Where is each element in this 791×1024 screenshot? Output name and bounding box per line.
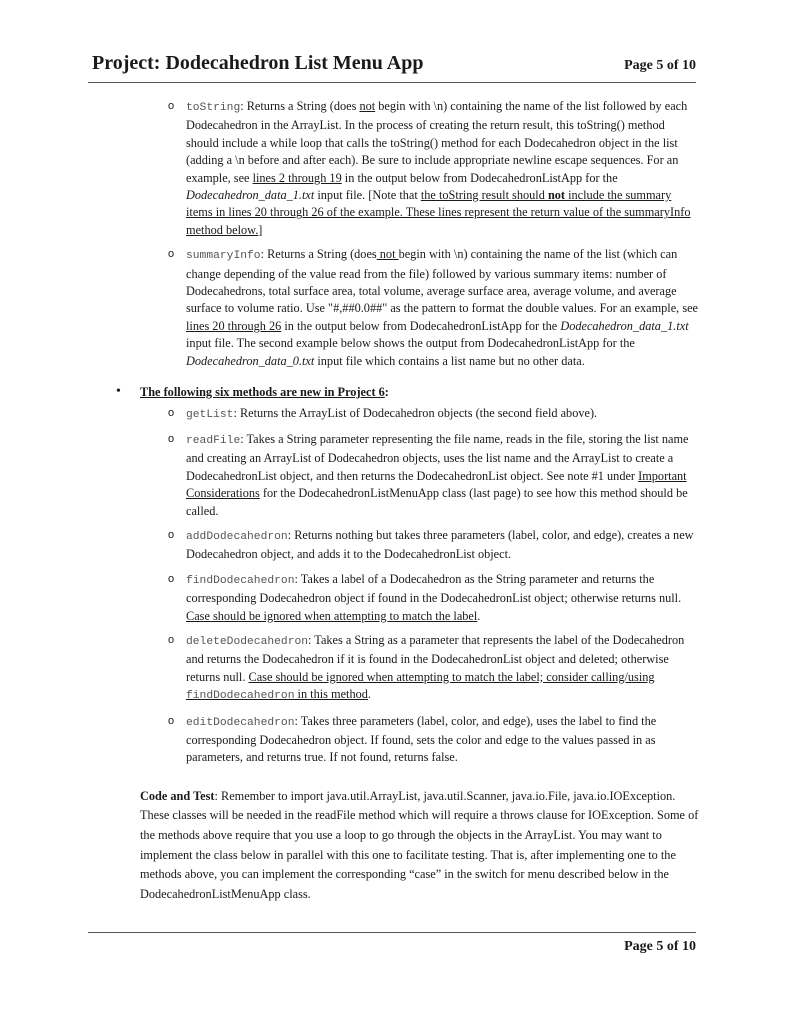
important-considerations-reference: Important Considerations [186,468,687,501]
method-deletedodecahedron: o deleteDodecahedron: Takes a String as a parameter that represents the label of the Dodecahedron and returns the Dodecahedron if it is found in the DodecahedronList object and deleted; otherwise returns null. Case should be ignored when attempting to match the label; consider calling/using findDodecahedron in this method. [110,632,700,706]
method-name-tostring: toString [186,102,241,114]
method-name-readfile: readFile [186,434,241,447]
method-getlist: o getList: Returns the ArrayList of Dodecahedron objects (the second field above). [110,405,700,424]
method-name-editdodecahedron: editDodecahedron [186,716,295,729]
note-underlined: the toString result should not include the summary items in lines 20 through 26 of the example. These lines represent the return value of the summaryInfo method below. [186,188,691,237]
method-finddodecahedron: o findDodecahedron: Takes a label of a Dodecahedron as the String parameter and returns the corresponding Dodecahedron object if found in the DodecahedronList object; otherwise returns null. Case should be ignored when attempting to match the label. [110,571,700,625]
header-page-number: Page 5 of 10 [624,58,696,73]
lines-reference: lines 20 through 26 [186,318,282,333]
file-name: Dodecahedron_data_1.txt [186,188,315,203]
method-editdodecahedron: o editDodecahedron: Takes three parameters (label, color, and edge), uses the label to find the corresponding Dodecahedron object. If found, sets the color and edge to the values passed in as parameters, and returns true. If not found, returns false. [110,713,700,767]
lines-reference: lines 2 through 19 [252,170,342,185]
new-methods-list [110,405,700,767]
page-header [88,52,696,83]
footer-page-number: Page 5 of 10 [624,939,696,954]
method-summaryinfo: o summaryInfo: Returns a String (does not begin with \n) containing the name of the list (which can change depending of the value read from the file) followed by various summary items: number of Dodecahedrons, total surface area, total volume, average surface area, average volume, and average surface to volume ratio. Use "#,##0.0##" as the pattern to format the double values. For an example, see lines 20 through 26 in the output below from DodecahedronListApp for the Dodecahedron_data_1.txt input file. The second example below shows the output from DodecahedronListApp for the Dodecahedron_data_0.txt input file which contains a list name but no other data. [110,246,700,370]
existing-methods-list [110,98,700,370]
document-body [110,98,700,904]
file-name: Dodecahedron_data_1.txt [560,318,689,333]
method-name-summaryinfo: summaryInfo [186,250,261,263]
method-adddodecahedron: o addDodecahedron: Returns nothing but takes three parameters (label, color, and edge), creates a new Dodecahedron object, and adds it to the DodecahedronList object. [110,527,700,564]
method-name-adddodecahedron: addDodecahedron [186,530,288,543]
method-name-getlist: getList [186,408,234,421]
new-methods-heading: • The following six methods are new in Project 6: [110,384,700,401]
header-title: Project: Dodecahedron List Menu App [92,52,424,74]
code-and-test-paragraph: Code and Test: Remember to import java.util.ArrayList, java.util.Scanner, java.io.File, java.io.IOException. These classes will be needed in the readFile method which will require a throws clause for IOException. Some of the methods above require that you use a loop to go through the objects in the ArrayList. You may want to implement the class below in parallel with this one to facilitate testing. That is, after implementing one to the methods above, you can implement the corresponding “case” in the switch for menu described below in the DodecahedronListMenuApp class. [140,788,699,901]
code-and-test-label: Code and Test [140,788,215,803]
file-name: Dodecahedron_data_0.txt [186,353,315,368]
page-footer [88,932,696,954]
method-readfile: o readFile: Takes a String parameter representing the file name, reads in the file, storing the list name and creating an ArrayList of Dodecahedron objects, uses the list name and the ArrayList to create a DodecahedronList object, and then returns the DodecahedronList object. See note #1 under Important Considerations for the DodecahedronListMenuApp class (last page) to see how this method should be called. [110,431,700,520]
method-tostring: o toString: Returns a String (does not begin with \n) containing the name of the list followed by each Dodecahedron in the ArrayList. In the process of creating the return result, this toString() method should include a while loop that calls the toString() method for each Dodecahedron object in the list (adding a \n before and after each). Be sure to include appropriate newline escape sequences. For an example, see lines 2 through 19 in the output below from DodecahedronListApp for the Dodecahedron_data_1.txt input file. [Note that the toString result should not include the summary items in lines 20 through 26 of the example. These lines represent the return value of the summaryInfo method below.] [110,98,700,239]
method-name-finddodecahedron: findDodecahedron [186,574,295,587]
method-name-deletedodecahedron: deleteDodecahedron [186,635,309,648]
